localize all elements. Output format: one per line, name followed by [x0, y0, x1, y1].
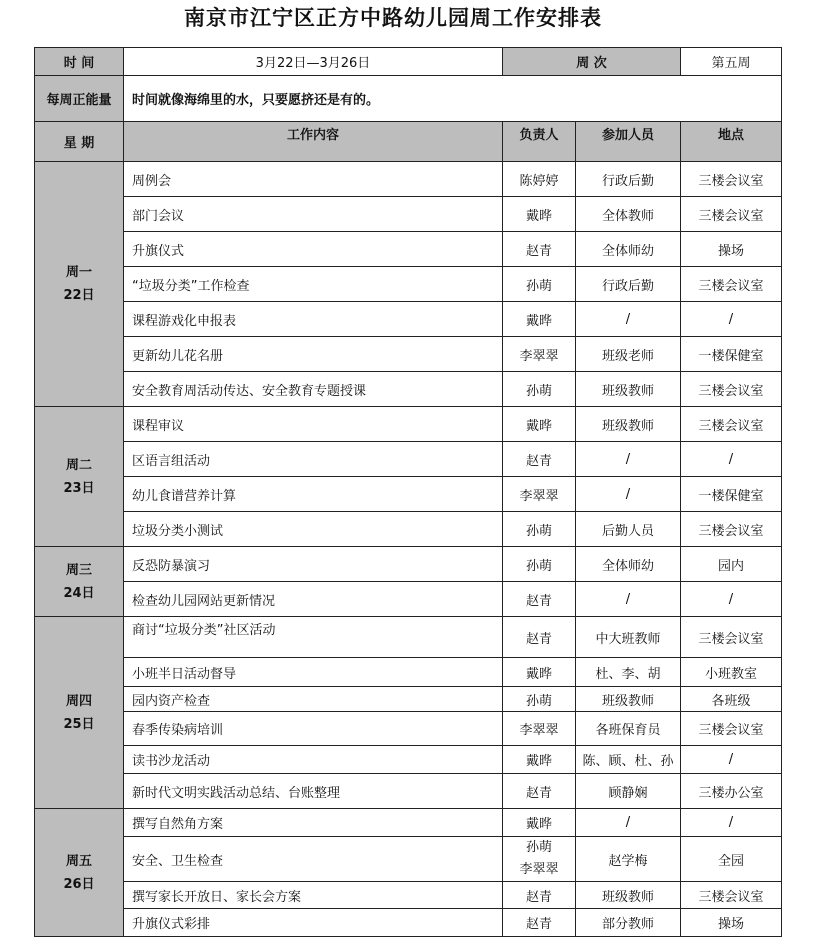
task-cell: “垃圾分类”工作检查 — [124, 267, 503, 302]
participants-cell: 班级教师 — [576, 407, 681, 442]
time-label: 时 间 — [35, 48, 124, 76]
location-cell: 三楼会议室 — [681, 882, 782, 909]
task-cell: 春季传染病培训 — [124, 712, 503, 746]
table-row — [35, 712, 782, 746]
table-row — [35, 512, 782, 547]
task-cell: 撰写家长开放日、家长会方案 — [124, 882, 503, 909]
participants-cell: 中大班教师 — [576, 617, 681, 658]
header-row-time — [35, 48, 782, 76]
table-row — [35, 746, 782, 774]
participants-cell: / — [576, 582, 681, 617]
owner-column-header: 负责人 — [503, 122, 576, 162]
owner-cell: 赵青 — [503, 582, 576, 617]
motto-label: 每周正能量 — [35, 76, 124, 122]
weekday-name: 周四 — [65, 693, 92, 709]
participants-cell: 部分教师 — [576, 909, 681, 937]
task-cell: 升旗仪式彩排 — [124, 909, 503, 937]
header-row-motto — [35, 76, 782, 122]
task-cell: 读书沙龙活动 — [124, 746, 503, 774]
owner-cell: 戴晔 — [503, 809, 576, 837]
table-row — [35, 882, 782, 909]
weekday-date: 26日 — [63, 876, 95, 892]
owner-cell: 孙萌 — [503, 547, 576, 582]
weekly-schedule-table — [34, 47, 782, 937]
owner-cell: 赵青 — [503, 232, 576, 267]
participants-cell: 全体师幼 — [576, 547, 681, 582]
task-cell: 小班半日活动督导 — [124, 658, 503, 687]
location-cell: 三楼会议室 — [681, 372, 782, 407]
participants-cell: 班级教师 — [576, 372, 681, 407]
location-cell: 全园 — [681, 837, 782, 882]
table-row — [35, 582, 782, 617]
owner-cell: 李翠翠 — [503, 477, 576, 512]
weekday-cell — [35, 547, 124, 617]
owner-cell: 孙萌 — [503, 372, 576, 407]
weekday-date: 23日 — [63, 480, 95, 496]
participants-cell: 后勤人员 — [576, 512, 681, 547]
weekday-date: 25日 — [63, 716, 95, 732]
participants-cell: 各班保育员 — [576, 712, 681, 746]
location-cell: 三楼会议室 — [681, 712, 782, 746]
owner-name: 李翠翠 — [519, 862, 559, 877]
participants-cell: 杜、李、胡 — [576, 658, 681, 687]
location-column-header: 地点 — [681, 122, 782, 162]
participants-cell: 全体师幼 — [576, 232, 681, 267]
table-row — [35, 162, 782, 197]
week-value: 第五周 — [681, 48, 782, 76]
owner-cell — [503, 837, 576, 882]
participants-cell: 班级教师 — [576, 687, 681, 712]
owner-cell: 赵青 — [503, 774, 576, 809]
participants-cell: 行政后勤 — [576, 162, 681, 197]
participants-cell: / — [576, 442, 681, 477]
weekday-cell — [35, 162, 124, 407]
table-row — [35, 774, 782, 809]
table-row — [35, 302, 782, 337]
participants-cell: 行政后勤 — [576, 267, 681, 302]
table-row — [35, 809, 782, 837]
location-cell: / — [681, 582, 782, 617]
owner-cell: 戴晔 — [503, 197, 576, 232]
location-cell: 三楼会议室 — [681, 407, 782, 442]
table-row — [35, 442, 782, 477]
participants-cell: / — [576, 302, 681, 337]
location-cell: 三楼办公室 — [681, 774, 782, 809]
schedule-body — [35, 48, 782, 937]
table-row — [35, 232, 782, 267]
task-cell: 垃圾分类小测试 — [124, 512, 503, 547]
location-cell: 一楼保健室 — [681, 337, 782, 372]
owner-cell: 陈婷婷 — [503, 162, 576, 197]
owner-cell: 戴晔 — [503, 746, 576, 774]
weekday-date: 24日 — [63, 585, 95, 601]
location-cell: 三楼会议室 — [681, 617, 782, 658]
location-cell: 三楼会议室 — [681, 267, 782, 302]
participants-cell: 班级教师 — [576, 882, 681, 909]
location-cell: 三楼会议室 — [681, 197, 782, 232]
owner-cell: 孙萌 — [503, 512, 576, 547]
location-cell: 操场 — [681, 909, 782, 937]
table-row — [35, 617, 782, 658]
participants-cell: 赵学梅 — [576, 837, 681, 882]
table-row — [35, 337, 782, 372]
weekday-cell — [35, 617, 124, 809]
owner-cell: 李翠翠 — [503, 337, 576, 372]
task-cell: 周例会 — [124, 162, 503, 197]
location-cell: 三楼会议室 — [681, 162, 782, 197]
task-cell: 反恐防暴演习 — [124, 547, 503, 582]
owner-cell: 赵青 — [503, 909, 576, 937]
location-cell: / — [681, 442, 782, 477]
date-range: 3月22日—3月26日 — [124, 48, 503, 76]
participants-column-header: 参加人员 — [576, 122, 681, 162]
weekday-cell — [35, 407, 124, 547]
owner-cell: 戴晔 — [503, 407, 576, 442]
weekday-name: 周一 — [65, 265, 92, 280]
table-row — [35, 407, 782, 442]
page-title: 南京市江宁区正方中路幼儿园周工作安排表 — [184, 5, 602, 30]
location-cell: 三楼会议室 — [681, 512, 782, 547]
participants-cell: / — [576, 477, 681, 512]
owner-cell: 赵青 — [503, 617, 576, 658]
task-cell: 部门会议 — [124, 197, 503, 232]
task-cell: 检查幼儿园网站更新情况 — [124, 582, 503, 617]
week-label: 周 次 — [503, 48, 681, 76]
owner-cell: 孙萌 — [503, 267, 576, 302]
location-cell: 一楼保健室 — [681, 477, 782, 512]
participants-cell: 陈、顾、杜、孙 — [576, 746, 681, 774]
location-cell: 园内 — [681, 547, 782, 582]
task-cell: 安全教育周活动传达、安全教育专题授课 — [124, 372, 503, 407]
participants-cell: / — [576, 809, 681, 837]
table-row — [35, 658, 782, 687]
task-cell: 课程游戏化申报表 — [124, 302, 503, 337]
weekday-name: 周三 — [65, 562, 92, 578]
owner-cell: 赵青 — [503, 442, 576, 477]
location-cell: / — [681, 746, 782, 774]
table-row — [35, 547, 782, 582]
task-cell: 课程审议 — [124, 407, 503, 442]
location-cell: 小班教室 — [681, 658, 782, 687]
task-cell: 新时代文明实践活动总结、台账整理 — [124, 774, 503, 809]
column-header-row — [35, 122, 782, 162]
weekday-date: 22日 — [63, 288, 95, 303]
motto-text: 时间就像海绵里的水，只要愿挤还是有的。 — [124, 76, 782, 122]
owner-cell: 李翠翠 — [503, 712, 576, 746]
task-cell: 园内资产检查 — [124, 687, 503, 712]
task-cell: 更新幼儿花名册 — [124, 337, 503, 372]
table-row — [35, 267, 782, 302]
content-column-header: 工作内容 — [124, 122, 503, 162]
owner-cell: 戴晔 — [503, 302, 576, 337]
owner-name: 孙萌 — [525, 840, 552, 855]
table-row — [35, 687, 782, 712]
owner-cell: 赵青 — [503, 882, 576, 909]
weekday-cell — [35, 809, 124, 937]
weekday-name: 周二 — [65, 457, 92, 473]
task-cell: 安全、卫生检查 — [124, 837, 503, 882]
location-cell: / — [681, 302, 782, 337]
table-row — [35, 477, 782, 512]
location-cell: 操场 — [681, 232, 782, 267]
owner-cell: 孙萌 — [503, 687, 576, 712]
task-cell: 撰写自然角方案 — [124, 809, 503, 837]
table-row — [35, 372, 782, 407]
table-row — [35, 909, 782, 937]
owner-cell: 戴晔 — [503, 658, 576, 687]
participants-cell: 班级老师 — [576, 337, 681, 372]
weekday-column-header: 星 期 — [35, 122, 124, 162]
table-row — [35, 837, 782, 882]
weekday-name: 周五 — [65, 853, 92, 869]
participants-cell: 全体教师 — [576, 197, 681, 232]
task-cell: 幼儿食谱营养计算 — [124, 477, 503, 512]
task-cell: 升旗仪式 — [124, 232, 503, 267]
table-row — [35, 197, 782, 232]
location-cell: 各班级 — [681, 687, 782, 712]
task-cell: 商讨“垃圾分类”社区活动 — [124, 617, 503, 658]
task-cell: 区语言组活动 — [124, 442, 503, 477]
participants-cell: 顾静娴 — [576, 774, 681, 809]
location-cell: / — [681, 809, 782, 837]
